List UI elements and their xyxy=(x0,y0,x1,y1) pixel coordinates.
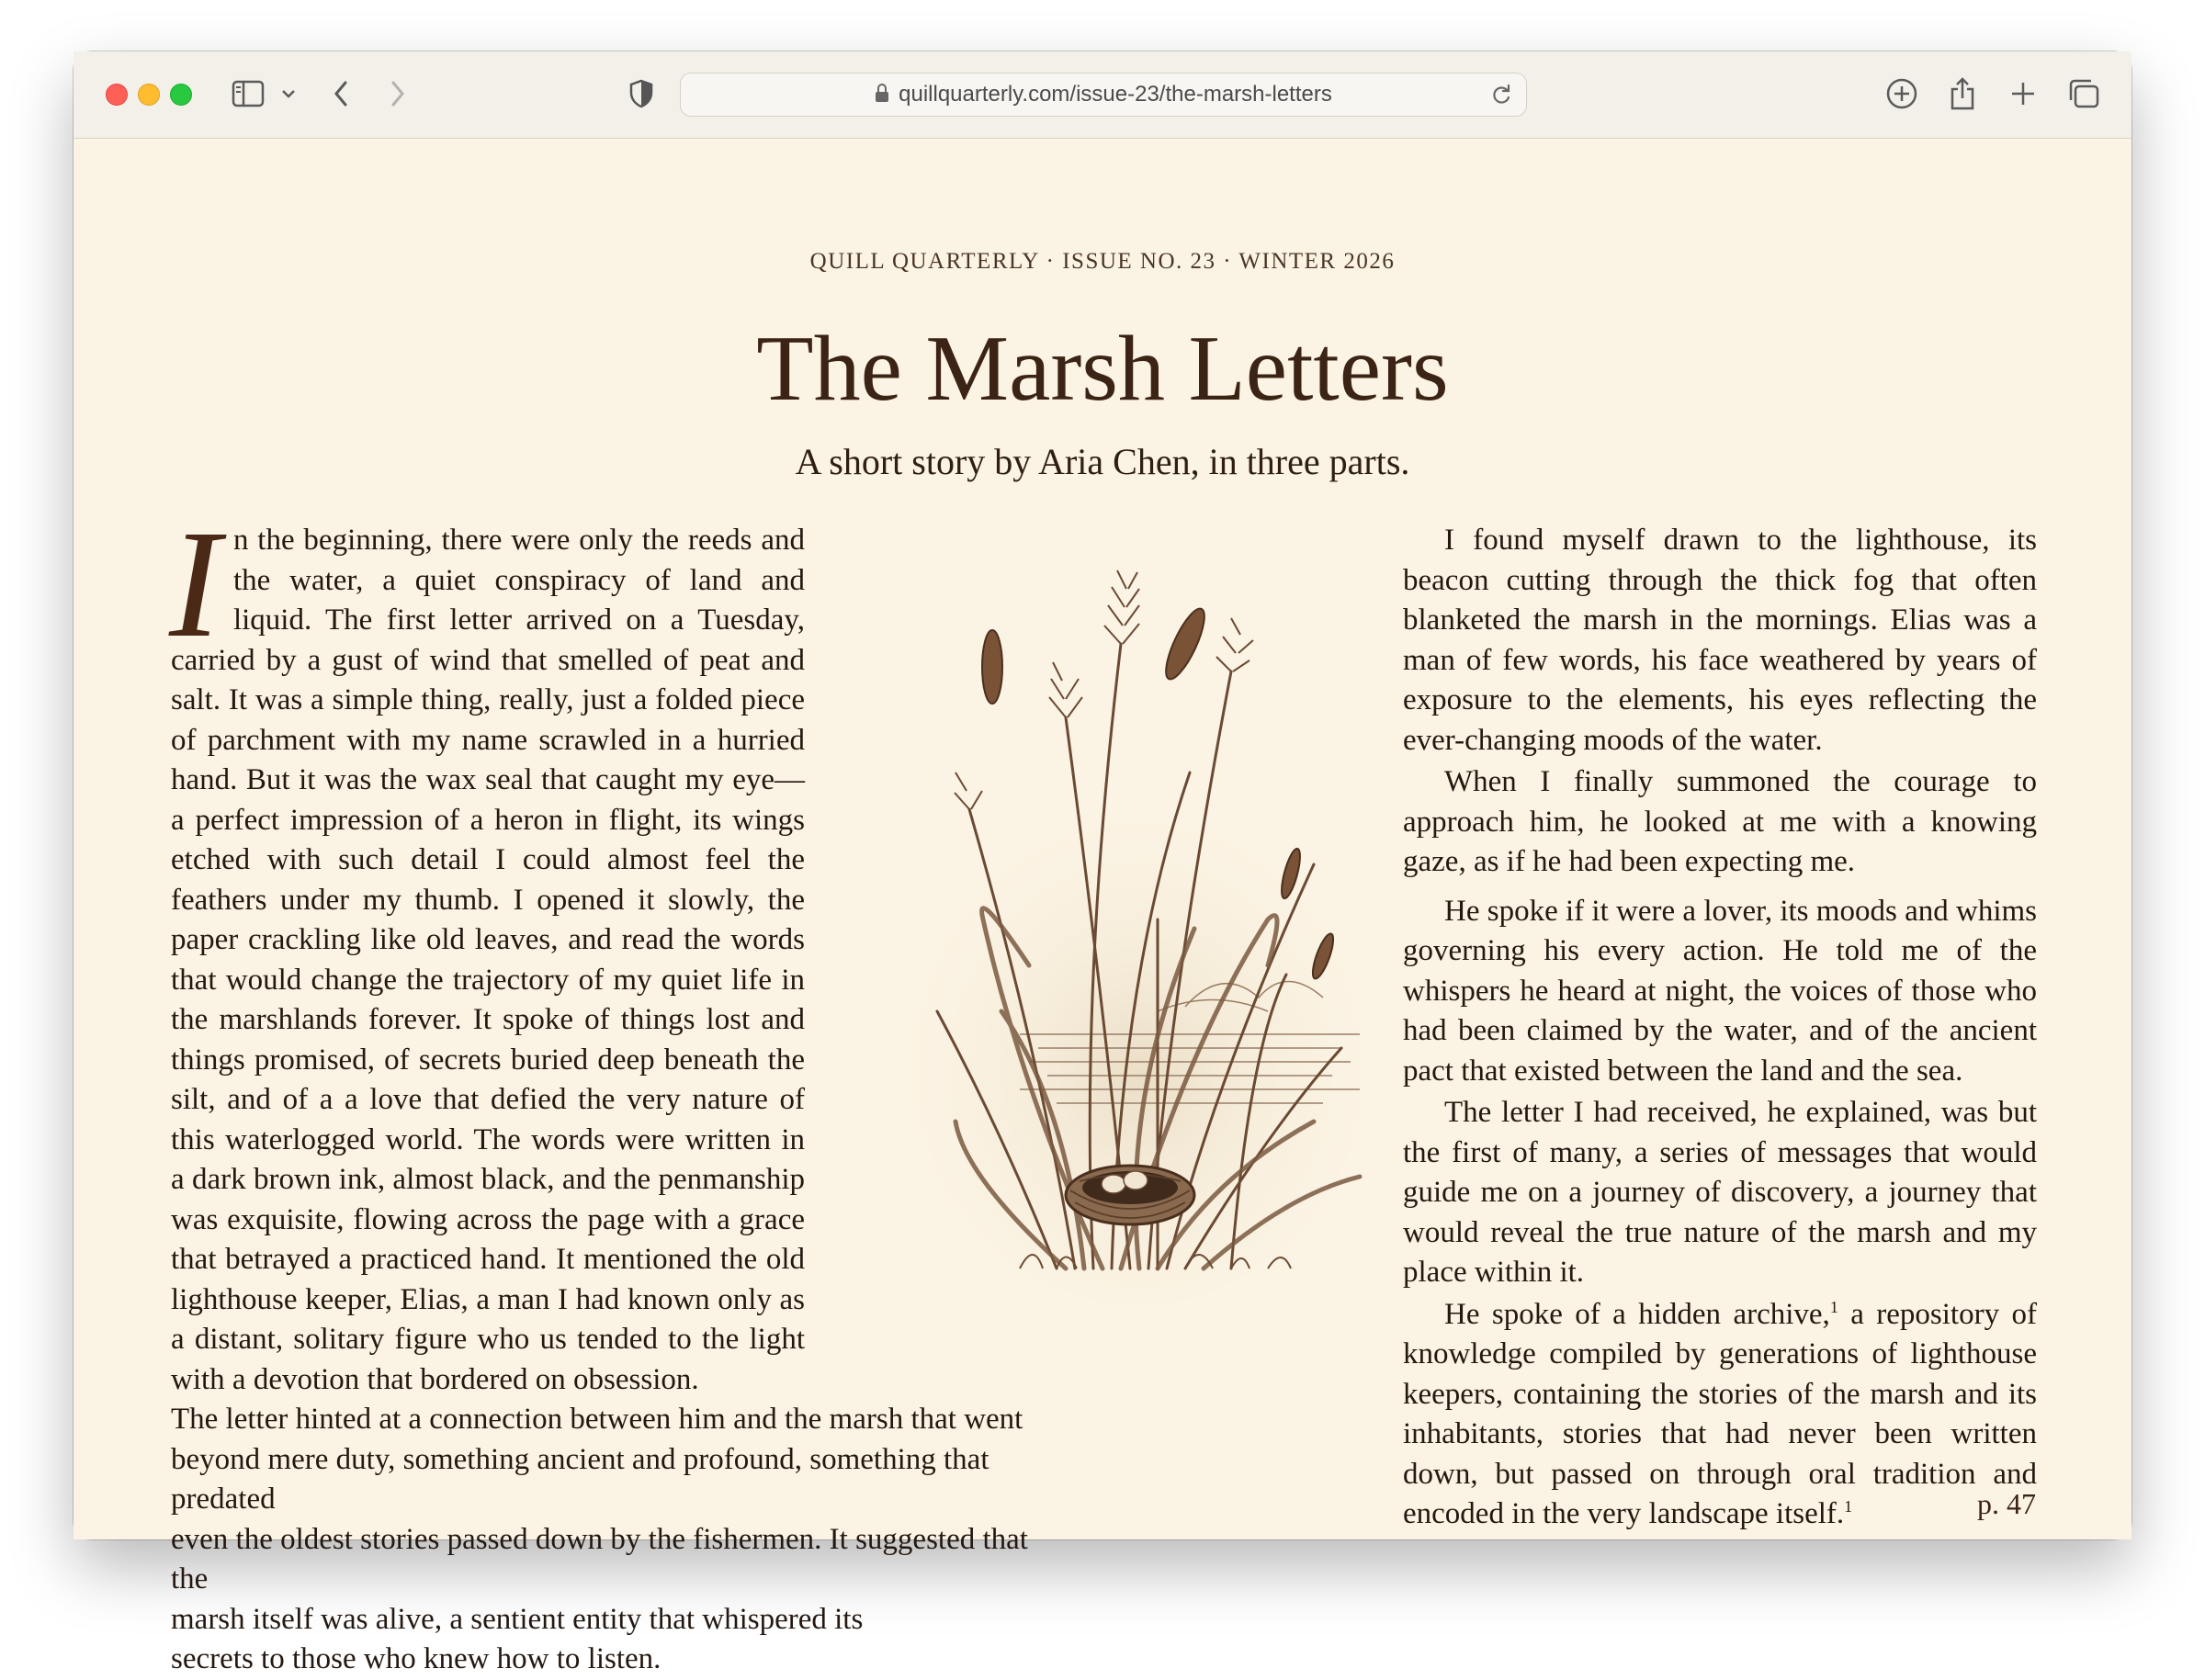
new-tab-icon[interactable] xyxy=(2005,77,2041,110)
minimize-window-button[interactable] xyxy=(138,84,160,106)
footnote-mark[interactable]: 1 xyxy=(1829,1297,1838,1316)
left-bleed-lines xyxy=(171,1400,1035,1680)
right-paragraph: He spoke if it were a lover, its moods and whims governing his every action. He told me of the whispers he heard at night, the voices of those who had been claimed by the water, and of the ancient pact that existed between the land and the sea. xyxy=(1403,894,2037,1088)
bleed-line: marsh itself was alive, a sentient entity that whispered its xyxy=(171,1602,864,1636)
right-paragraph xyxy=(1403,1295,2037,1535)
right-column xyxy=(1403,521,2037,1535)
maximize-window-button[interactable] xyxy=(170,84,192,106)
tabs-overview-icon[interactable] xyxy=(2065,77,2102,110)
page-number: p. 47 xyxy=(1977,1487,2036,1520)
bleed-line: even the oldest stories passed down by the fishermen. It suggested that the xyxy=(171,1522,1028,1595)
share-icon[interactable] xyxy=(1944,77,1981,110)
reload-icon[interactable] xyxy=(1489,83,1513,111)
back-icon[interactable] xyxy=(327,77,355,110)
right-paragraph: I found myself drawn to the lighthouse, its beacon cutting through the thick fog that often blanketed the marsh in the mornings. Elias was a man of few words, his face weathered by years of exposure to the elements, his eyes reflecting the ever-changing moods of the water. xyxy=(1403,524,2037,757)
bleed-line: beyond mere duty, something ancient and profound, something that predated xyxy=(171,1442,989,1516)
url-text: quillquarterly.com/issue-23/the-marsh-letters xyxy=(899,82,1332,107)
browser-window xyxy=(74,51,2132,1675)
download-icon[interactable] xyxy=(1883,77,1920,110)
page-title: The Marsh Letters xyxy=(756,317,1449,421)
forward-icon[interactable] xyxy=(384,77,412,110)
lock-icon xyxy=(875,83,889,107)
close-window-button[interactable] xyxy=(106,84,128,106)
marsh-reeds-nest-illustration xyxy=(882,534,1396,1296)
sidebar-icon[interactable] xyxy=(230,77,266,110)
bleed-line: secrets to those who knew how to listen. xyxy=(171,1642,662,1675)
shield-icon[interactable] xyxy=(625,77,658,110)
chevron-down-icon[interactable] xyxy=(279,77,298,110)
right-paragraph: The letter I had received, he explained, was but the first of many, a series of messages that would guide me on a journey of discovery, a journey that would reveal the true nature of the marsh and my place within it. xyxy=(1403,1096,2037,1289)
left-paragraph xyxy=(169,499,805,1400)
footnote-link[interactable]: 1 xyxy=(1844,1497,1853,1516)
left-paragraph-text: n the beginning, there were only the reeds and the water, a quiet conspiracy of land and liquid. The first letter arrived on a Tuesday, carried by a gust of wind that smelled of peat and salt. It was a simple thing, really, just a folded piece of parchment with my name scrawled in a hurried hand. But it was the wax seal that caught my eye—a perfect impression of a heron in flight, its wings etched with such detail I could almost feel the feathers under my thumb. I opened it slowly, the paper crackling like old leaves, and read the words that would change the trajectory of my quiet life in the marshlands forever. It spoke of things lost and things promised, of secrets buried deep beneath the silt, and of a a love that defied the very nature of this waterlogged world. The words were written in a dark brown ink, almost black, and the penmanship was exquisite, flowing across the page with a grace that betrayed a practiced hand. It mentioned the old lighthouse keeper, Elias, a man I had known only as a distant, solitary figure who us tended to the light with a devotion that bordered on obsession. xyxy=(171,524,805,1396)
right-paragraph-text: a repository of knowledge compiled by generations of lighthouse keepers, containing the stories of the marsh and its inhabitants, stories that had never been written down, but passed on through oral tradition and encoded in the very landscape itself. xyxy=(1403,1297,2037,1530)
article-subtitle: A short story by Aria Chen, in three parts. xyxy=(795,441,1410,482)
left-column xyxy=(169,499,1028,1680)
right-paragraph: When I finally summoned the courage to approach him, he looked at me with a knowing gaze, as if he had been expecting me. xyxy=(1403,765,2037,878)
article-page xyxy=(74,139,2132,1675)
address-bar[interactable] xyxy=(680,73,1527,117)
bleed-line: The letter hinted at a connection between him and the marsh that went xyxy=(171,1403,1023,1436)
drop-cap: I xyxy=(169,499,220,670)
right-paragraph-text: He spoke of a hidden archive, xyxy=(1444,1297,1830,1331)
issue-kicker: QUILL QUARTERLY · ISSUE NO. 23 · WINTER 2026 xyxy=(809,249,1396,274)
browser-toolbar xyxy=(74,51,2132,139)
